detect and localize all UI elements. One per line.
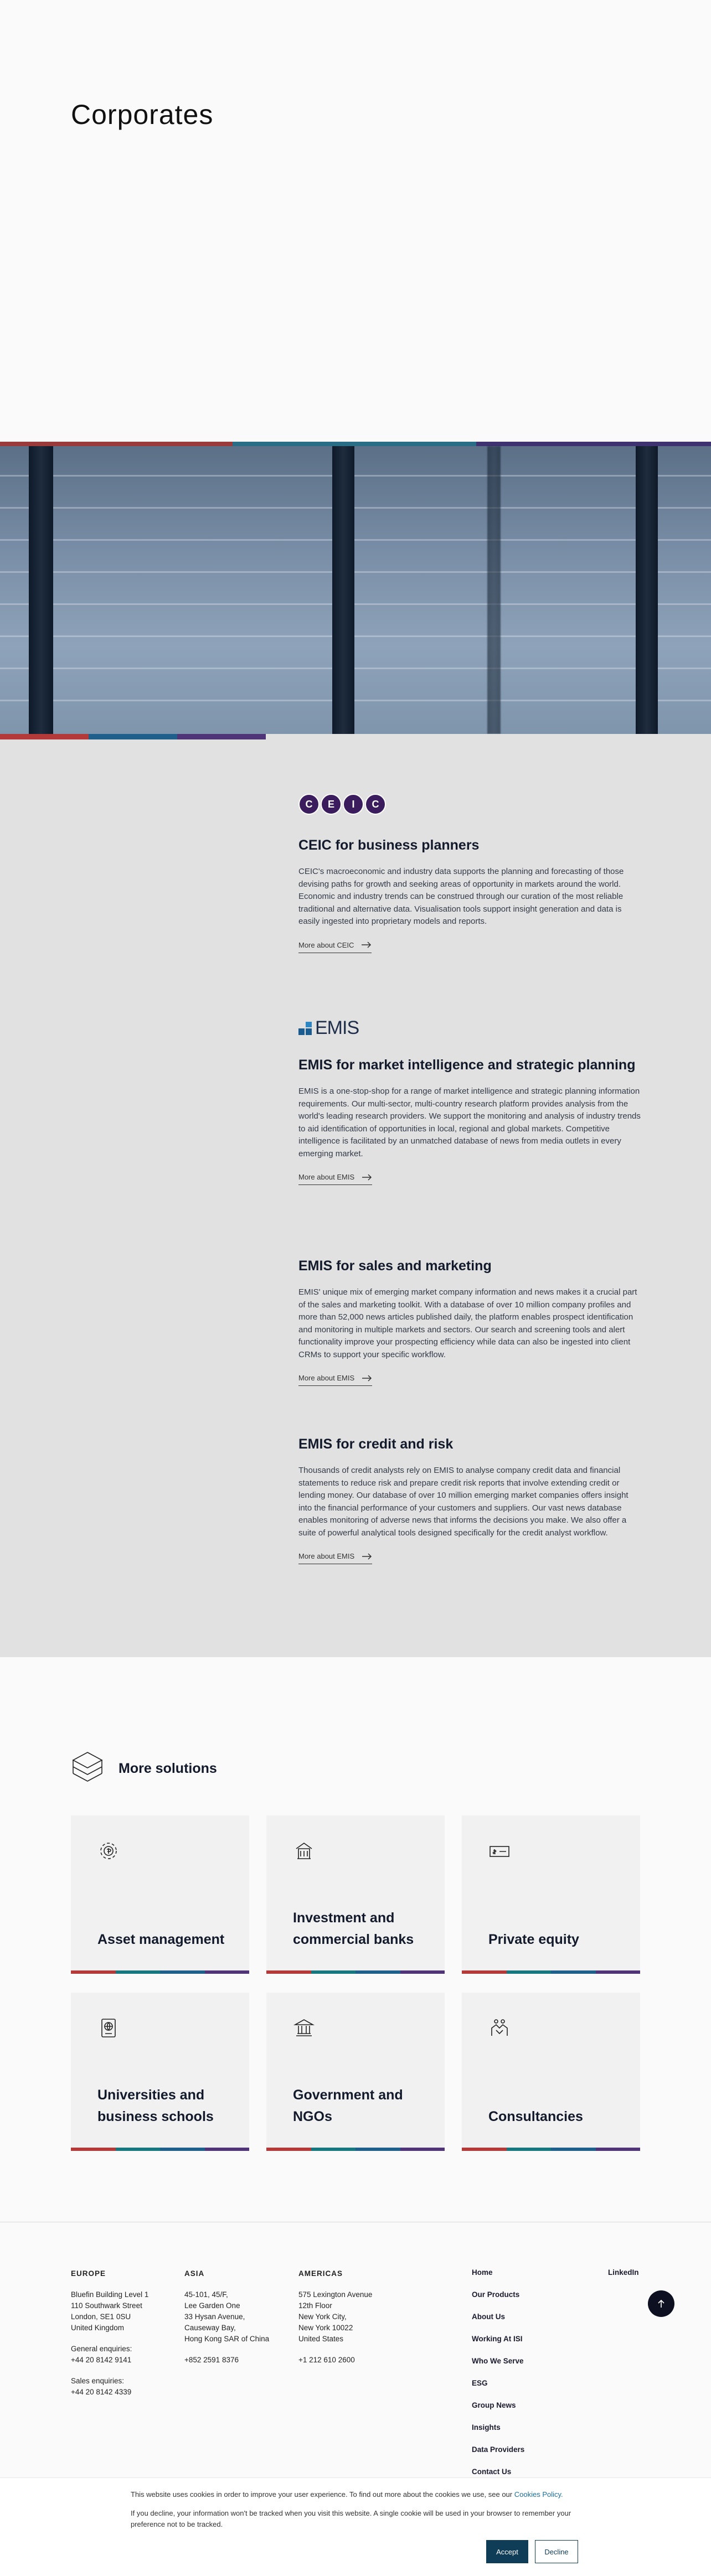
cookie-banner: This website uses cookies in order to improve your user experience. To find out more about the cookies we use, see our Cookies Policy. If you decline, your information won't be tracked when you visit this website. A single cookie will be used in your browser to remember your preference not to be tracked. Accept Decline	[0, 2477, 711, 2576]
arrow-up-icon	[657, 2299, 665, 2308]
emis-market-title: EMIS for market intelligence and strategic planning	[298, 1057, 636, 1073]
solution-card-government[interactable]	[266, 1993, 445, 2151]
emis-market-body: EMIS is a one-stop-shop for a range of market intelligence and strategic planning information requirements. Our multi-sector, multi-country research platform provides analysis from the world's leading research providers. We support the monitoring and analysis of industry trends to aid identification of opportunities in local, regional and global markets. Competitive intelligence is facilitated by an unmatched database of news from media outlets in every emerging market.	[298, 1087, 641, 1158]
americas-phone[interactable]: +1 212 610 2600	[298, 2356, 355, 2364]
footer-link-data-providers[interactable]: Data Providers	[472, 2445, 525, 2454]
footer-americas: AMERICAS 575 Lexington Avenue 12th Floor New York City, New York 10022 United States +1 212 610 2600	[298, 2268, 372, 2366]
arrow-right-icon	[362, 1375, 372, 1382]
dollar-bill-icon	[488, 1840, 511, 1862]
more-about-emis-link[interactable]: More about EMIS	[298, 1374, 372, 1386]
footer-link-who-we-serve[interactable]: Who We Serve	[472, 2357, 524, 2365]
ceic-logo: C E I C	[298, 794, 386, 815]
asia-phone[interactable]: +852 2591 8376	[184, 2356, 239, 2364]
bank-building-icon	[293, 1840, 315, 1862]
emis-credit-block	[298, 1434, 641, 1564]
arrow-right-icon	[362, 1553, 372, 1560]
footer-link-group-news[interactable]: Group News	[472, 2401, 516, 2409]
card-label: Consultancies	[488, 2109, 583, 2124]
more-about-emis-link[interactable]: More about EMIS	[298, 1173, 372, 1185]
more-about-emis-link[interactable]: More about EMIS	[298, 1552, 372, 1564]
card-label: Investment and commercial banks	[293, 1910, 414, 1947]
solution-card-asset-management[interactable]	[71, 1815, 249, 1974]
accept-button[interactable]: Accept	[486, 2540, 528, 2563]
emis-sales-body: EMIS' unique mix of emerging market company information and news makes it a crucial part of the sales and marketing toolkit. With a database of over 10 million company profiles and more than 52,000 news articles published daily, the platform enables prospect identification and monitoring in multiple markets and sectors. Our search and screening tools and alert functionality improve your prospecting efficiency while data can also be ingested into client CRMs to support your specific workflow.	[298, 1287, 637, 1359]
europe-general-phone[interactable]: +44 20 8142 9141	[71, 2356, 132, 2364]
europe-sales-phone[interactable]: +44 20 8142 4339	[71, 2388, 132, 2396]
ceic-body: CEIC's macroeconomic and industry data supports the planning and forecasting of those devising paths for growth and seeking areas of opportunity in markets around the world. Economic and industry trends can be construed through our curation of the most reliable traditional and alternative data. Visualisation tools support insight generation and data is easily ingested into proprietary models and reports.	[298, 867, 624, 926]
handshake-icon	[488, 2017, 511, 2039]
arrow-right-icon	[362, 942, 372, 948]
footer-link-products[interactable]: Our Products	[472, 2290, 520, 2299]
gear-coin-icon	[97, 1840, 120, 1862]
more-solutions-heading: More solutions	[71, 1750, 217, 1787]
footer-link-esg[interactable]: ESG	[472, 2379, 488, 2387]
footer-europe: EUROPE Bluefin Building Level 1 110 Southwark Street London, SE1 0SU United Kingdom General enquiries: +44 20 8142 9141 Sales enquiries: +44 20 8142 4339	[71, 2268, 148, 2398]
government-pillars-icon	[293, 2017, 315, 2039]
layers-icon	[71, 1750, 104, 1787]
ceic-title: CEIC for business planners	[298, 837, 480, 853]
emis-sales-block	[298, 1255, 641, 1386]
footer-link-about[interactable]: About Us	[472, 2313, 505, 2321]
footer-asia: ASIA 45-101, 45/F, Lee Garden One 33 Hysan Avenue, Causeway Bay, Hong Kong SAR of China +852 2591 8376	[184, 2268, 269, 2366]
more-about-ceic-link[interactable]: More about CEIC	[298, 941, 372, 953]
page-title: Corporates	[71, 99, 214, 130]
emis-credit-title: EMIS for credit and risk	[298, 1436, 454, 1452]
decline-button[interactable]: Decline	[535, 2540, 578, 2563]
footer-link-insights[interactable]: Insights	[472, 2423, 501, 2432]
footer-link-contact[interactable]: Contact Us	[472, 2468, 512, 2476]
card-label: Universities and business schools	[97, 2087, 214, 2124]
emis-logo: EMIS	[298, 1017, 359, 1039]
emis-market-block	[298, 1054, 641, 1185]
footer-nav	[472, 2268, 524, 2490]
section-color-strip	[0, 734, 266, 739]
footer-link-working[interactable]: Working At ISI	[472, 2335, 523, 2343]
arrow-right-icon	[362, 1174, 372, 1181]
scroll-to-top-button[interactable]	[648, 2290, 674, 2317]
solution-card-investment-banks[interactable]	[266, 1815, 445, 1974]
card-label: Asset management	[97, 1932, 225, 1947]
solution-card-private-equity[interactable]	[462, 1815, 640, 1974]
photo-top-color-bar	[0, 442, 711, 446]
solution-card-consultancies[interactable]	[462, 1993, 640, 2151]
emis-sales-title: EMIS for sales and marketing	[298, 1258, 492, 1274]
solution-card-universities[interactable]	[71, 1993, 249, 2151]
card-label: Government and NGOs	[293, 2087, 403, 2124]
ceic-block	[298, 835, 641, 953]
emis-credit-body: Thousands of credit analysts rely on EMIS to analyse company credit data and financial statements to reduce risk and prepare credit risk reports that involve extending credit or lending money. Our database of over 10 million emerging market companies offers insight into the financial performance of your customers and suppliers. Our vast news database enables monitoring of adverse news that informs the decisions you make. We also offer a suite of powerful analytical tools designed specifically for the credit analyst workflow.	[298, 1466, 628, 1538]
cookies-policy-link[interactable]: Cookies Policy.	[514, 2490, 563, 2499]
footer-link-home[interactable]: Home	[472, 2268, 493, 2277]
card-label: Private equity	[488, 1932, 579, 1947]
hero-photo	[0, 442, 711, 734]
emis-mark-icon	[298, 1022, 312, 1035]
linkedin-link[interactable]: LinkedIn	[608, 2268, 639, 2277]
passport-globe-icon	[97, 2017, 120, 2039]
